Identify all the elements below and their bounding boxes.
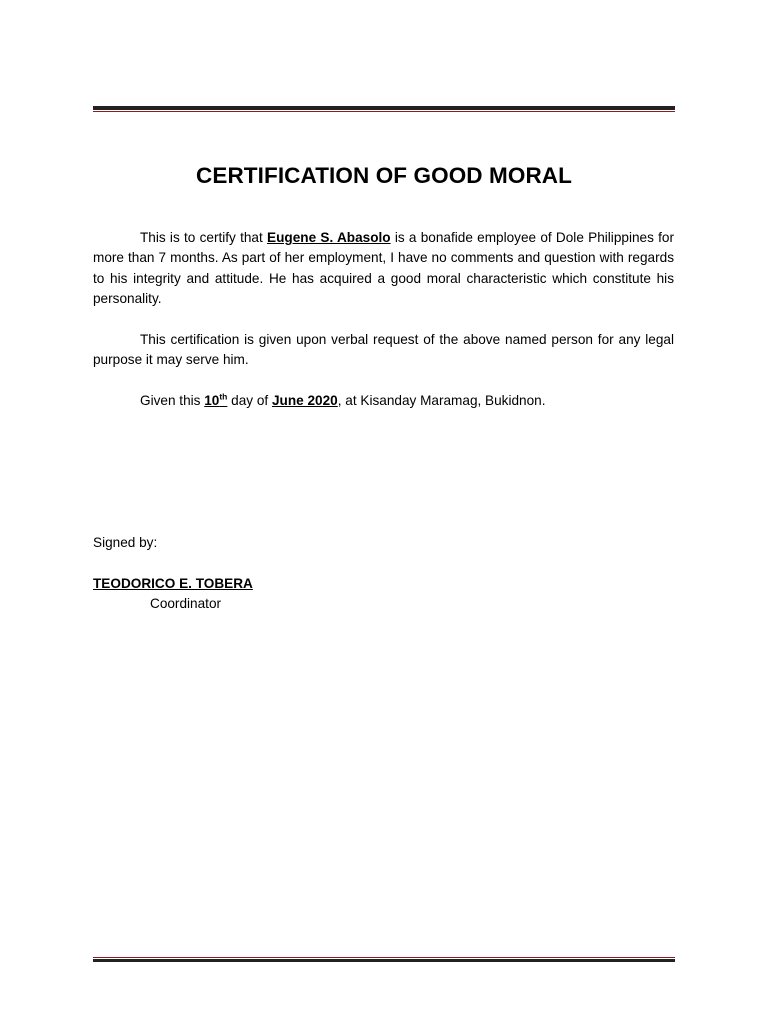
paragraph-given bbox=[93, 391, 674, 411]
footer-rule bbox=[93, 957, 675, 962]
given-prefix: Given this bbox=[140, 393, 205, 408]
signer-name: TEODORICO E. TOBERA bbox=[93, 576, 253, 591]
given-day bbox=[204, 393, 227, 408]
paragraph-purpose: This certification is given upon verbal request of the above named person for any legal purpose it may serve him. bbox=[93, 332, 674, 368]
paragraph-certify bbox=[93, 228, 674, 310]
employee-name: Eugene S. Abasolo bbox=[267, 230, 391, 245]
given-day-suffix: th bbox=[219, 391, 228, 402]
signer-title: Coordinator bbox=[150, 596, 222, 611]
footer-rule-thick-line bbox=[93, 959, 675, 962]
given-middle: day of bbox=[227, 393, 272, 408]
paragraph-certify-intro: This is to certify that bbox=[140, 230, 268, 245]
given-month-year: June 2020 bbox=[271, 393, 338, 408]
document-title: CERTIFICATION OF GOOD MORAL bbox=[195, 163, 572, 188]
paragraph-certify-body: is a bonafide employee of Dole Philippines for more than 7 months. As part of her employment, I have no comments and question with regards to his integrity and attitude. He has acquired a good moral characteristic which constitute his personality. bbox=[93, 230, 674, 307]
given-location: , at Kisanday Maramag, Bukidnon. bbox=[337, 393, 546, 408]
signed-by-label: Signed by: bbox=[93, 535, 158, 550]
header-rule bbox=[93, 106, 675, 112]
header-rule-thin-line bbox=[93, 111, 675, 112]
given-day-number: 10 bbox=[204, 393, 220, 408]
